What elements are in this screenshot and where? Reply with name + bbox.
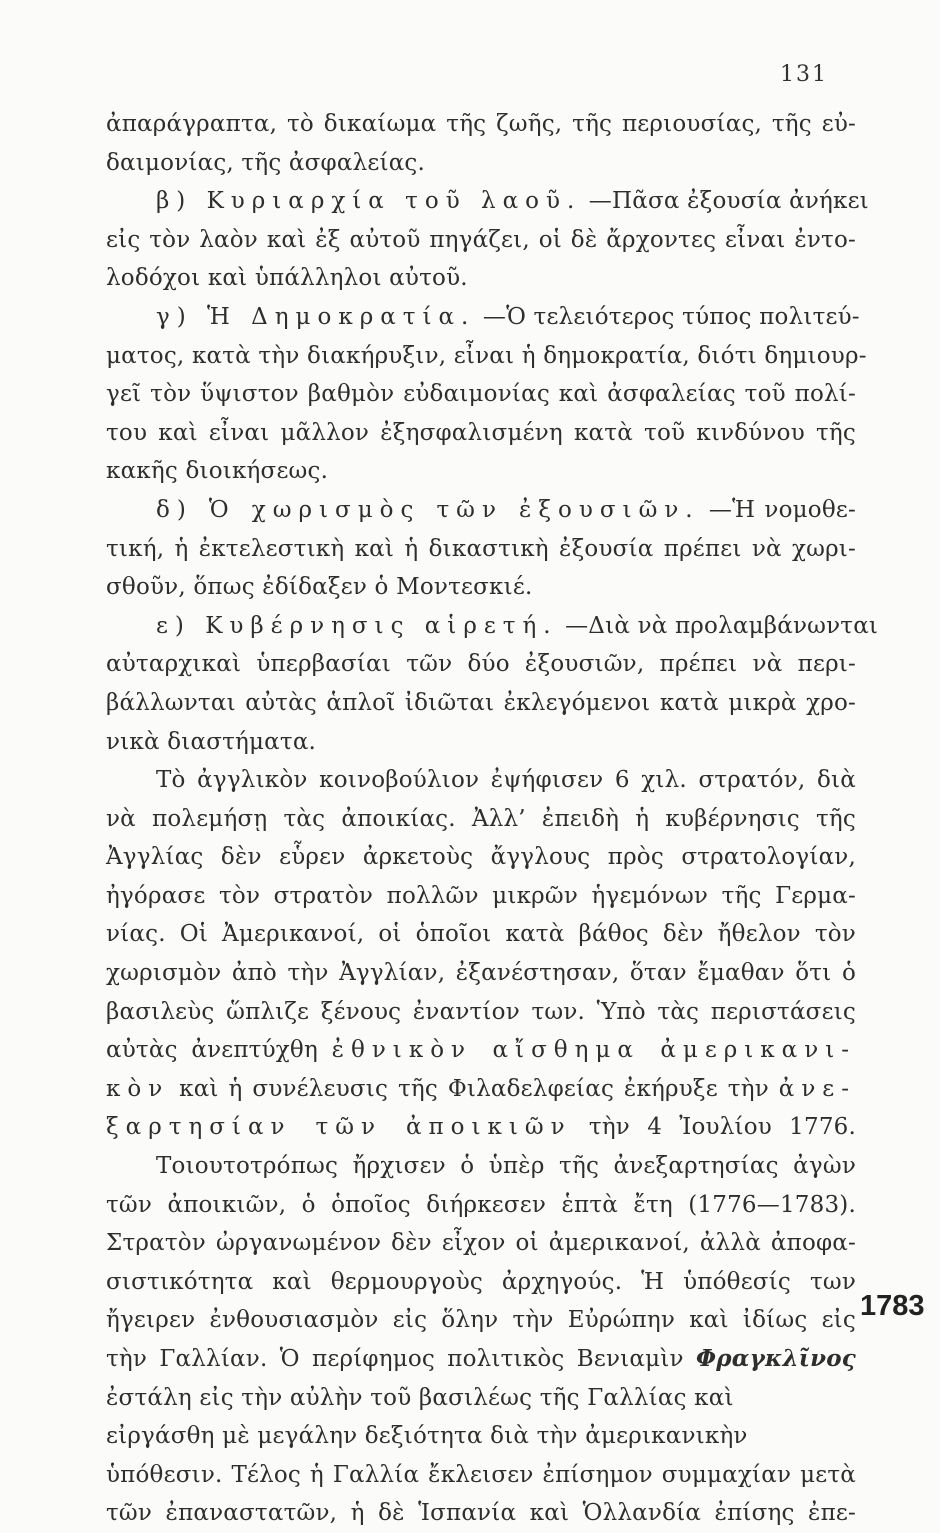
- text-line: [106, 684, 856, 723]
- text-line: [106, 877, 856, 916]
- text-run: καὶ ἡ συνέλευσις τῆς Φιλαδελφείας ἐκήρυξε τὴν: [179, 1075, 769, 1102]
- text-run: νικὰ διαστήματα.: [106, 728, 317, 755]
- text-run: βασιλεὺς ὥπλιζε ξένους ἐναντίον των. Ὑπὸ τὰς περιστάσεις: [106, 998, 856, 1025]
- section-heading: β) Κυριαρχία τοῦ λαοῦ.: [156, 188, 582, 215]
- text-line: [106, 838, 856, 877]
- text-run: τῶν ἀποικιῶν, ὁ ὁποῖος διήρκεσεν ἑπτὰ ἔτη (1776—1783).: [106, 1191, 856, 1218]
- page-number: 131: [780, 62, 828, 87]
- text-line: [106, 1301, 856, 1340]
- text-line: [106, 723, 856, 762]
- text-run: τική, ἡ ἐκτελεστικὴ καὶ ἡ δικαστικὴ ἐξουσία πρέπει νὰ χωρι-: [106, 535, 856, 562]
- text-line: [106, 1031, 856, 1070]
- text-run: Τοιουτοτρόπως ἤρχισεν ὁ ὑπὲρ τῆς ἀνεξαρτησίας ἀγὼν: [156, 1153, 856, 1180]
- section-heading: δ) Ὁ χωρισμὸς τῶν ἐξουσιῶν.: [156, 496, 700, 523]
- text-line: [106, 259, 856, 298]
- text-run: αὐταρχικαὶ ὑπερβασίαι τῶν δύο ἐξουσιῶν, πρέπει νὰ περι-: [106, 651, 856, 678]
- text-line: [106, 1224, 856, 1263]
- text-run: σθοῦν, ὅπως ἐδίδαξεν ὁ Μοντεσκιέ.: [106, 574, 533, 601]
- text-line: [106, 452, 856, 491]
- text-run: ματος, κατὰ τὴν διακήρυξιν, εἶναι ἡ δημοκρατία, διότι δημιουρ-: [106, 342, 867, 369]
- text-run: νίας. Οἱ Ἀμερικανοί, οἱ ὁποῖοι κατὰ βάθος δὲν ἤθελον τὸν: [106, 921, 856, 948]
- text-run: βάλλωνται αὐτὰς ἁπλοῖ ἰδιῶται ἐκλεγόμενοι κατὰ μικρὰ χρο-: [106, 689, 856, 716]
- text-line: [106, 144, 856, 183]
- text-line: [106, 298, 860, 337]
- text-run: Στρατὸν ὠργανωμένον δὲν εἶχον οἱ ἀμερικανοί, ἀλλὰ ἀποφα-: [106, 1230, 856, 1257]
- text-run: ἤγειρεν ἐνθουσιασμὸν εἰς ὅλην τὴν Εὐρώπην καὶ ἰδίως εἰς: [106, 1307, 856, 1334]
- text-line: [106, 1340, 856, 1379]
- text-line: [106, 1456, 856, 1495]
- text-run: —Πᾶσα ἐξουσία ἀνήκει: [588, 188, 869, 215]
- text-run: δαιμονίας, τῆς ἀσφαλείας.: [106, 149, 426, 176]
- text-run: εἰργάσθη μὲ μεγάλην δεξιότητα διὰ τὴν ἀμερικανικὴν: [106, 1423, 748, 1450]
- text-run: εἰς τὸν λαὸν καὶ ἐξ αὐτοῦ πηγάζει, οἱ δὲ ἄρχοντες εἶναι ἐντο-: [106, 226, 856, 253]
- text-line: [106, 182, 869, 221]
- text-line: [106, 761, 856, 800]
- text-line: [106, 645, 856, 684]
- text-run: ὑπόθεσιν. Τέλος ἡ Γαλλία ἔκλεισεν ἐπίσημον συμμαχίαν μετὰ: [106, 1461, 856, 1488]
- text-line: [106, 375, 856, 414]
- text-line: [106, 993, 856, 1032]
- text-line: [106, 954, 856, 993]
- body-text: [106, 105, 879, 1533]
- text-run: ἠγόρασε τὸν στρατὸν πολλῶν μικρῶν ἡγεμόνων τῆς Γερμα-: [106, 882, 856, 909]
- text-run: τὴν 4 Ἰουλίου 1776.: [588, 1114, 857, 1141]
- text-line: [106, 1494, 856, 1533]
- text-run: ἐθνικὸν αἴσθημα ἀμερικανι-: [331, 1037, 856, 1064]
- text-line: [106, 221, 856, 260]
- text-run: σιστικότητα καὶ θερμουργοὺς ἀρχηγούς. Ἡ ὑπόθεσίς των: [106, 1268, 856, 1295]
- text-line: [106, 1417, 856, 1456]
- text-run: του καὶ εἶναι μᾶλλον ἐξησφαλισμένη κατὰ τοῦ κινδύνου τῆς: [106, 419, 856, 446]
- text-line: [106, 491, 856, 530]
- text-line: [106, 1186, 856, 1225]
- text-run: ἐστάλη εἰς τὴν αὐλὴν τοῦ βασιλέως τῆς Γαλλίας καὶ: [106, 1384, 734, 1411]
- text-run: τῶν ἐπαναστατῶν, ἡ δὲ Ἱσπανία καὶ Ὁλλανδία ἐπίσης ἐπε-: [106, 1500, 856, 1527]
- section-heading: ε) Κυβέρνησις αἱρετή.: [156, 612, 558, 639]
- text-run: κακῆς διοικήσεως.: [106, 458, 329, 485]
- text-line: [106, 530, 856, 569]
- text-run: γεῖ τὸν ὕψιστον βαθμὸν εὐδαιμονίας καὶ ἀσφαλείας τοῦ πολί-: [106, 381, 856, 408]
- text-run: ἀπαράγραπτα, τὸ δικαίωμα τῆς ζωῆς, τῆς περιουσίας, τῆς εὐ-: [106, 111, 856, 137]
- text-line: [106, 1263, 856, 1302]
- text-line: [106, 800, 856, 839]
- text-run: νὰ πολεμήσῃ τὰς ἀποικίας. Ἀλλ’ ἐπειδὴ ἡ κυβέρνησις τῆς: [106, 805, 856, 832]
- text-line: [106, 414, 856, 453]
- text-run: ἀνε-: [778, 1075, 856, 1102]
- section-heading: γ) Ἡ Δημοκρατία.: [156, 303, 476, 330]
- text-line: [106, 337, 867, 376]
- text-run: Τὸ ἀγγλικὸν κοινοβούλιον ἐψήφισεν 6 χιλ. στρατόν, διὰ: [156, 767, 856, 794]
- text-run: ξαρτησίαν τῶν ἀποικιῶν: [106, 1114, 572, 1141]
- text-line: [106, 1147, 856, 1186]
- text-line: [106, 568, 856, 607]
- text-run: Ἀγγλίας δὲν εὗρεν ἀρκετοὺς ἄγγλους πρὸς στρατολογίαν,: [106, 844, 856, 871]
- text-line: [106, 105, 856, 144]
- margin-year-note: 1783: [860, 1290, 925, 1322]
- text-run: τὴν Γαλλίαν. Ὁ περίφημος πολιτικὸς Βενιαμὶν: [106, 1346, 684, 1372]
- text-run: κὸν: [106, 1075, 170, 1102]
- text-line: [106, 1108, 856, 1147]
- text-run: —Ὁ τελειότερος τύπος πολιτεύ-: [482, 303, 860, 330]
- text-line: [106, 915, 856, 954]
- emphasized-name: Φραγκλῖνος: [696, 1345, 857, 1372]
- text-line: [106, 607, 879, 646]
- text-run: —Διὰ νὰ προλαμβάνωνται: [565, 612, 879, 639]
- text-run: χωρισμὸν ἀπὸ τὴν Ἀγγλίαν, ἐξανέστησαν, ὅταν ἔμαθαν ὅτι ὁ: [106, 960, 856, 987]
- text-line: [106, 1070, 856, 1109]
- text-run: αὐτὰς ἀνεπτύχθη: [106, 1037, 318, 1064]
- text-line: [106, 1379, 856, 1418]
- text-run: —Ἡ νομοθε-: [708, 496, 856, 523]
- text-run: λοδόχοι καὶ ὑπάλληλοι αὐτοῦ.: [106, 265, 468, 292]
